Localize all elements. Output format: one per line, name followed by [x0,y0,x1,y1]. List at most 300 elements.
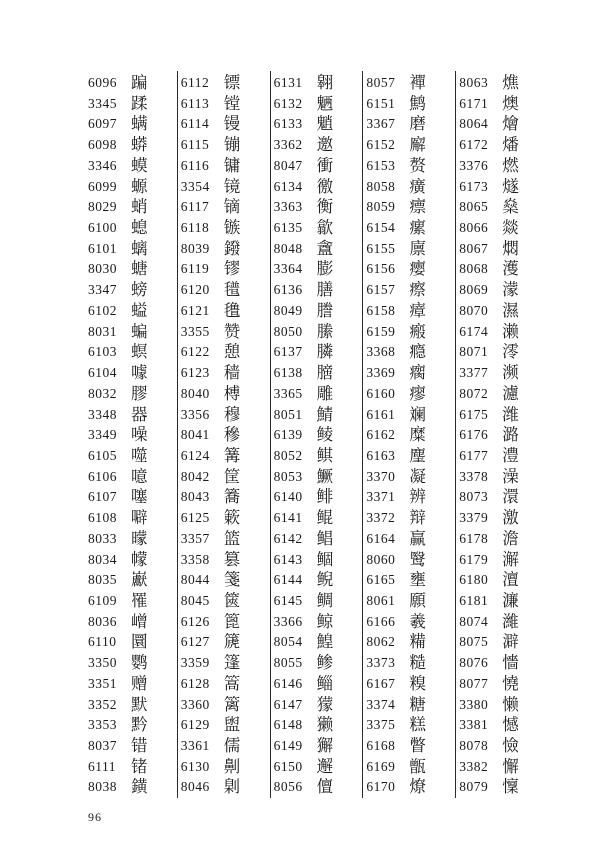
table-row [456,156,549,177]
table-row [178,550,270,571]
entry-character: 簌 [223,508,241,528]
entry-code: 6135 [273,220,303,236]
table-row [456,777,549,798]
table-row [271,612,363,633]
entry-code: 8063 [459,75,489,90]
table-row [363,114,455,135]
table-row [363,757,455,778]
entry-code: 6119 [180,261,210,277]
entry-character: 澪 [502,342,519,362]
entry-code: 6139 [273,427,303,443]
entry-code: 6144 [273,572,303,588]
entry-code: 8031 [88,323,117,339]
entry-character: 鲵 [316,570,334,590]
entry-code: 6154 [366,220,396,236]
entry-character: 潍 [502,404,519,424]
entry-character: 癀 [409,176,426,196]
entry-code: 6181 [459,592,489,608]
entry-code: 6151 [366,95,396,111]
entry-character: 膪 [316,363,334,383]
table-row [456,467,549,488]
entry-code: 6121 [180,302,210,318]
table-row [271,114,363,135]
entry-character: 徼 [316,176,334,196]
table-row [271,301,363,322]
table-row [178,259,270,280]
table-row [85,114,177,135]
table-row [178,487,270,508]
table-row [85,550,177,571]
entry-code: 6129 [180,717,210,733]
table-row [85,384,177,405]
table-row [85,197,177,218]
entry-code: 8032 [88,385,117,401]
entry-character: 燜 [502,238,519,258]
table-row [363,363,455,384]
table-row [363,73,455,94]
table-row [178,280,270,301]
table-row [456,612,549,633]
entry-character: 穆 [223,404,241,424]
entry-character: 蹁 [131,73,148,92]
table-row [363,653,455,674]
table-row [271,715,363,736]
entry-code: 8069 [459,282,489,298]
table-row [363,736,455,757]
table-row [363,342,455,363]
table-row [456,218,549,239]
entry-character: 篦 [223,611,241,631]
table-row [178,322,270,343]
entry-character: 濛 [502,280,519,300]
table-row [363,550,455,571]
table-row [178,301,270,322]
entry-character: 潞 [502,425,519,445]
entry-code: 3348 [88,406,117,422]
entry-code: 6113 [180,95,210,111]
entry-character: 瘸 [409,363,426,383]
table-column [271,71,364,798]
table-row [363,135,455,156]
table-row [85,757,177,778]
entry-character: 螨 [131,114,148,134]
entry-character: 糜 [409,425,426,445]
entry-code: 6163 [366,447,396,463]
entry-character: 糕 [409,715,426,735]
entry-code: 6148 [273,717,303,733]
table-row [178,674,270,695]
entry-code: 8074 [459,613,489,629]
entry-character: 濰 [502,611,519,631]
table-row [456,529,549,550]
table-row [456,550,549,571]
entry-character: 甑 [409,756,426,776]
entry-character: 圜 [131,632,148,652]
table-row [456,384,549,405]
entry-code: 6179 [459,551,489,567]
entry-character: 澹 [502,528,519,548]
entry-character: 燋 [502,73,519,92]
entry-code: 6111 [88,758,116,774]
entry-character: 燧 [502,176,519,196]
table-row [85,653,177,674]
entry-character: 雕 [316,383,334,403]
entry-code: 6118 [180,220,210,236]
entry-character: 磨 [409,114,426,134]
table-row [85,695,177,716]
entry-code: 8067 [459,240,489,256]
entry-character: 劓 [223,756,241,776]
entry-character: 噱 [131,363,148,383]
entry-character: 濕 [502,300,519,320]
entry-character: 鰉 [316,632,334,652]
entry-character: 瘵 [409,280,426,300]
table-row [363,197,455,218]
table-row [178,405,270,426]
entry-code: 6180 [459,572,489,588]
table-row [85,177,177,198]
entry-code: 8039 [180,240,210,256]
entry-code: 6145 [273,592,303,608]
entry-character: 澶 [502,570,519,590]
entry-character: 镘 [223,114,241,134]
table-row [271,239,363,260]
entry-character: 燊 [502,197,519,217]
entry-character: 盦 [316,238,334,258]
entry-character: 镖 [223,73,241,92]
table-row [456,653,549,674]
entry-character: 濩 [502,259,519,279]
table-row [271,156,363,177]
entry-character: 麈 [409,445,426,465]
table-row [363,156,455,177]
table-row [271,363,363,384]
table-row [178,114,270,135]
entry-code: 3355 [180,323,210,339]
entry-code: 6162 [366,427,396,443]
table-row [456,177,549,198]
entry-code: 6120 [180,282,210,298]
entry-code: 6168 [366,738,396,753]
table-row [85,591,177,612]
entry-character: 噼 [131,508,148,528]
table-row [178,570,270,591]
entry-code: 6126 [180,613,210,629]
entry-character: 嶒 [131,611,148,631]
entry-code: 6147 [273,696,303,712]
entry-character: 鐄 [131,777,148,797]
entry-code: 8079 [459,779,489,795]
entry-character: 澴 [502,487,519,507]
entry-code: 8072 [459,385,489,401]
entry-code: 8048 [273,240,303,256]
entry-code: 8043 [180,489,210,505]
table-row [178,425,270,446]
entry-code: 6165 [366,572,396,588]
entry-character: 願 [409,590,426,610]
table-row [363,94,455,115]
entry-character: 膦 [316,342,334,362]
entry-character: 镞 [223,218,241,238]
table-row [178,529,270,550]
entry-character: 瘾 [409,342,426,362]
entry-character: 鲸 [316,611,334,631]
table-row [456,487,549,508]
entry-code: 8052 [273,447,303,463]
entry-code: 8049 [273,302,303,318]
entry-code: 6177 [459,447,489,463]
entry-character: 螠 [131,300,148,320]
table-row [178,156,270,177]
entry-code: 6125 [180,510,210,526]
table-row [363,384,455,405]
entry-code: 6159 [366,323,396,339]
entry-code: 8062 [366,634,396,650]
entry-code: 8056 [273,779,303,795]
entry-character: 鲯 [316,445,334,465]
table-row [85,94,177,115]
entry-code: 8061 [366,592,396,608]
table-row [363,674,455,695]
entry-character: 糒 [409,632,426,652]
entry-code: 3368 [366,344,396,360]
entry-code: 6166 [366,613,396,629]
entry-code: 8034 [88,551,117,567]
entry-character: 膨 [316,259,334,279]
entry-character: 歙 [316,218,334,238]
table-row [178,73,270,94]
entry-code: 6158 [366,302,396,318]
table-row [363,259,455,280]
table-row [271,405,363,426]
entry-code: 6099 [88,178,117,194]
entry-character: 篪 [223,632,241,652]
entry-code: 8036 [88,613,117,629]
entry-code: 8051 [273,406,303,422]
entry-code: 8044 [180,572,210,588]
entry-code: 8045 [180,592,210,608]
entry-character: 鲻 [316,673,334,693]
entry-character: 曚 [131,528,148,548]
table-row [363,322,455,343]
table-row [363,612,455,633]
entry-code: 8046 [180,779,210,795]
entry-code: 8075 [459,634,489,650]
table-row [271,73,363,94]
entry-character: 氆 [223,280,241,300]
table-row [178,612,270,633]
entry-code: 6161 [366,406,396,422]
entry-character: 獴 [316,694,334,714]
table-row [271,280,363,301]
entry-character: 篱 [223,694,241,714]
table-column [85,71,178,798]
entry-code: 3362 [273,137,303,153]
entry-code: 8060 [366,551,396,567]
page-number: 96 [88,810,102,824]
entry-code: 6101 [88,240,117,256]
entry-character: 廨 [409,135,426,155]
table-row [271,757,363,778]
entry-code: 6102 [88,302,117,318]
entry-character: 膳 [316,280,334,300]
entry-character: 榑 [223,383,241,403]
entry-character: 鲱 [316,487,334,507]
entry-code: 8073 [459,489,489,505]
entry-code: 8064 [459,116,489,132]
entry-character: 瘴 [409,300,426,320]
entry-code: 6096 [88,75,117,90]
entry-code: 6134 [273,178,303,194]
table-row [271,695,363,716]
entry-character: 㓷 [223,777,241,797]
table-row [85,529,177,550]
table-row [456,674,549,695]
table-row [85,736,177,757]
table-row [85,280,177,301]
table-row [456,736,549,757]
entry-character: 辨 [409,487,426,507]
entry-character: 穇 [223,425,241,445]
entry-code: 3350 [88,655,117,671]
entry-code: 6130 [180,758,210,774]
entry-character: 篋 [223,590,241,610]
table-row [456,94,549,115]
entry-character: 邂 [316,756,334,776]
table-row [178,777,270,798]
entry-code: 6160 [366,385,396,401]
entry-character: 赠 [131,673,148,693]
entry-character: 螟 [131,342,148,362]
entry-code: 6176 [459,427,489,443]
entry-character: 错 [131,736,148,755]
table-row [363,446,455,467]
entry-code: 6105 [88,447,117,463]
entry-code: 6142 [273,530,303,546]
table-row [178,591,270,612]
entry-code: 6150 [273,758,303,774]
entry-code: 6156 [366,261,396,277]
table-row [271,550,363,571]
table-row [456,363,549,384]
entry-code: 3359 [180,655,210,671]
table-row [363,529,455,550]
entry-code: 3351 [88,675,117,691]
table-row [363,715,455,736]
table-row [456,197,549,218]
entry-character: 赘 [409,155,426,175]
entry-code: 6167 [366,675,396,691]
entry-character: 篙 [223,673,241,693]
table-row [178,695,270,716]
entry-code: 3346 [88,157,117,173]
entry-character: 鲳 [316,528,334,548]
entry-character: 魉 [316,93,334,113]
table-row [363,425,455,446]
table-row [85,446,177,467]
table-row [363,632,455,653]
table-column [456,71,549,798]
entry-character: 簥 [223,487,241,507]
table-row [456,757,549,778]
entry-code: 3354 [180,178,210,194]
entry-character: 燠 [502,93,519,113]
entry-code: 8040 [180,385,210,401]
entry-character: 燎 [409,777,426,797]
entry-code: 6127 [180,634,210,650]
entry-character: 襌 [409,73,426,92]
entry-character: 螈 [131,176,148,196]
entry-code: 6123 [180,365,210,381]
entry-character: 鲹 [316,653,334,673]
entry-code: 6137 [273,344,303,360]
entry-character: 默 [131,694,148,714]
entry-character: 謄 [316,300,334,320]
entry-character: 蟒 [131,135,148,155]
table-row [271,570,363,591]
table-row [271,342,363,363]
table-row [85,239,177,260]
entry-code: 6140 [273,489,303,505]
entry-character: 蛸 [131,197,148,217]
entry-character: 懎 [502,653,519,673]
entry-code: 6103 [88,344,117,360]
table-row [85,363,177,384]
entry-code: 6098 [88,137,117,153]
table-row [363,405,455,426]
table-row [271,508,363,529]
table-row [363,591,455,612]
entry-character: 筐 [223,466,241,486]
table-row [271,197,363,218]
entry-code: 6124 [180,447,210,463]
entry-character: 赢 [409,528,426,548]
entry-code: 6146 [273,675,303,691]
entry-character: 噪 [131,425,148,445]
table-row [271,591,363,612]
entry-character: 凝 [409,466,426,486]
entry-character: 廪 [409,238,426,258]
table-row [271,384,363,405]
entry-code: 6131 [273,75,303,90]
table-row [456,239,549,260]
entry-character: 濑 [502,321,519,341]
table-row [456,301,549,322]
entry-code: 6116 [180,157,210,173]
table-row [456,425,549,446]
entry-code: 3370 [366,468,396,484]
entry-code: 3352 [88,696,117,712]
table-row [363,570,455,591]
entry-code: 6169 [366,758,396,774]
entry-character: 憩 [223,342,241,362]
entry-code: 6122 [180,344,210,360]
table-row [271,322,363,343]
entry-code: 8066 [459,220,489,236]
entry-code: 6175 [459,406,489,422]
table-row [85,487,177,508]
table-row [456,695,549,716]
entry-character: 篝 [223,445,241,465]
entry-character: 澥 [502,549,519,569]
entry-character: 镠 [223,259,241,279]
entry-character: 鏺 [223,238,241,258]
table-row [85,425,177,446]
entry-code: 6112 [180,75,210,90]
table-row [178,94,270,115]
entry-character: 邀 [316,135,334,155]
entry-code: 6097 [88,116,117,132]
